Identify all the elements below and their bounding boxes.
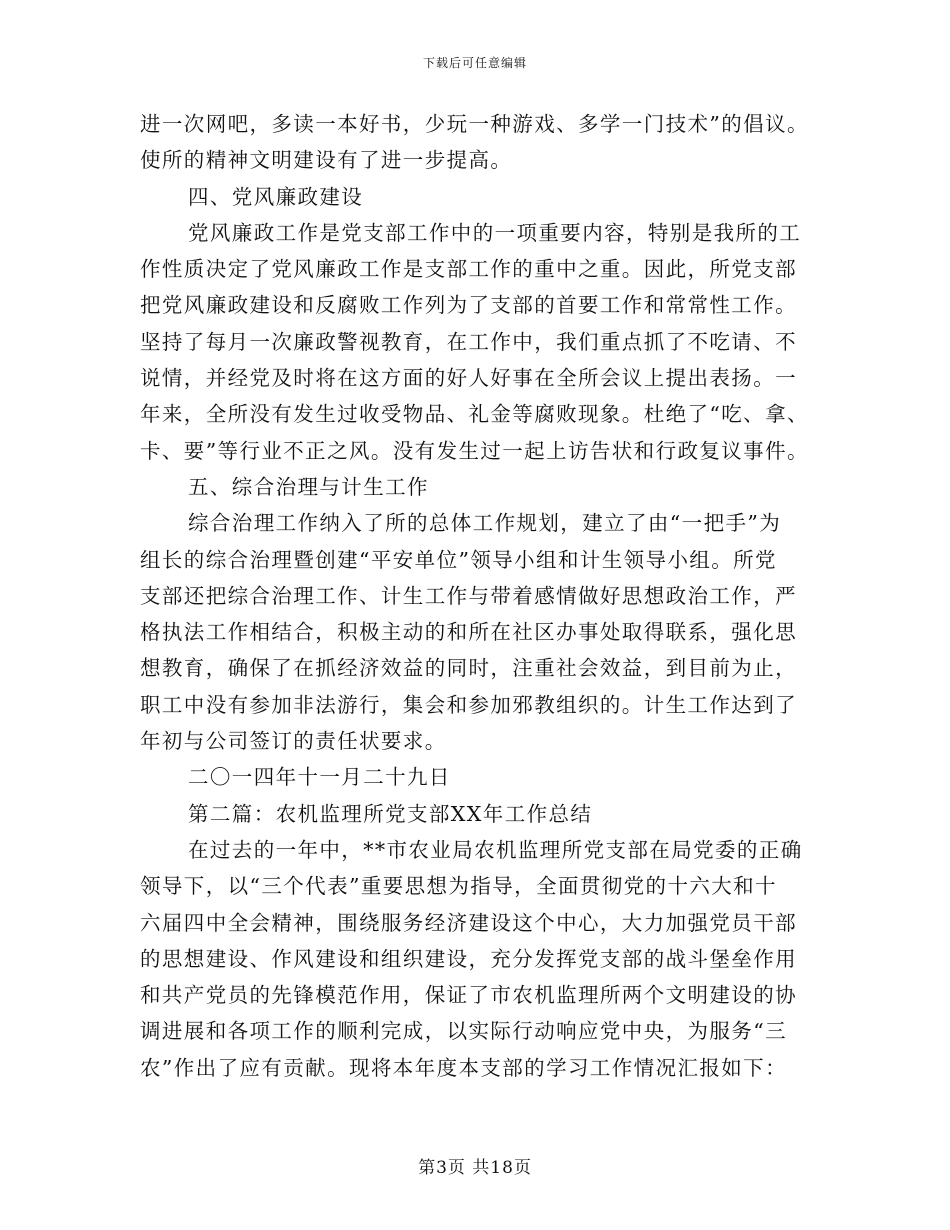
text-line: 作性质决定了党风廉政工作是支部工作的重中之重。因此，所党支部 <box>140 257 797 282</box>
text-line: 年初与公司签订的责任状要求。 <box>140 729 447 754</box>
text-line: 调进展和各项工作的顺利完成，以实际行动响应党中央，为服务“三 <box>140 1019 787 1044</box>
text-line: 组长的综合治理暨创建“平安单位”领导小组和计生领导小组。所党 <box>140 547 777 572</box>
page-footer <box>0 1153 950 1178</box>
page-label-middle: 页 共 <box>447 1158 491 1178</box>
page-number: 3 <box>436 1158 448 1178</box>
text-line: 领导下，以“三个代表”重要思想为指导，全面贯彻党的十六大和十 <box>140 874 777 899</box>
text-line: 职工中没有参加非法游行，集会和参加邪教组织的。计生工作达到了 <box>140 692 797 717</box>
text-line: 年来，全所没有发生过收受物品、礼金等腐败现象。杜绝了“吃、拿、 <box>140 402 809 427</box>
text-line: 卡、要”等行业不正之风。没有发生过一起上访告状和行政复议事件。 <box>140 438 809 463</box>
text-line: 综合治理工作纳入了所的总体工作规划，建立了由“一把手”为 <box>188 511 782 536</box>
text-line: 六届四中全会精神，围绕服务经济建设这个中心，大力加强党员干部 <box>140 910 797 935</box>
text-line: 坚持了每月一次廉政警视教育，在工作中，我们重点抓了不吃请、不 <box>140 329 797 354</box>
text-line: 使所的精神文明建设有了进一步提高。 <box>140 148 513 173</box>
text-line: 和共产党员的先锋模范作用，保证了市农机监理所两个文明建设的协 <box>140 983 797 1008</box>
chapter-heading: 第二篇：农机监理所党支部XX年工作总结 <box>188 801 593 826</box>
total-pages: 18 <box>490 1158 514 1178</box>
text-line: 农”作出了应有贡献。现将本年度本支部的学习工作情况汇报如下： <box>140 1055 787 1080</box>
text-line: 进一次网吧，多读一本好书，少玩一种游戏、多学一门技术”的倡议。 <box>140 112 809 136</box>
page-header: 下载后可任意编辑 <box>422 56 527 70</box>
text-line: 的思想建设、作风建设和组织建设，充分发挥党支部的战斗堡垒作用 <box>140 946 797 971</box>
text-line: 说情，并经党及时将在这方面的好人好事在全所会议上提出表扬。一 <box>140 366 797 391</box>
page-label-prefix: 第 <box>418 1158 437 1178</box>
text-line: 把党风廉政建设和反腐败工作列为了支部的首要工作和常常性工作。 <box>140 293 797 318</box>
date-line: 二〇一四年十一月二十九日 <box>188 765 451 790</box>
page-label-suffix: 页 <box>513 1158 532 1178</box>
text-line: 想教育，确保了在抓经济效益的同时，注重社会效益，到目前为止， <box>140 656 797 681</box>
text-line: 党风廉政工作是党支部工作中的一项重要内容，特别是我所的工 <box>188 220 802 245</box>
section-heading: 五、综合治理与计生工作 <box>188 474 429 499</box>
text-line: 支部还把综合治理工作、计生工作与带着感情做好思想政治工作，严 <box>140 583 797 608</box>
text-line: 在过去的一年中，**市农业局农机监理所党支部在局党委的正确 <box>188 837 803 862</box>
document-body <box>140 106 820 1086</box>
text-line: 格执法工作相结合，积极主动的和所在社区办事处取得联系，强化思 <box>140 620 797 645</box>
section-heading: 四、党风廉政建设 <box>188 184 364 209</box>
